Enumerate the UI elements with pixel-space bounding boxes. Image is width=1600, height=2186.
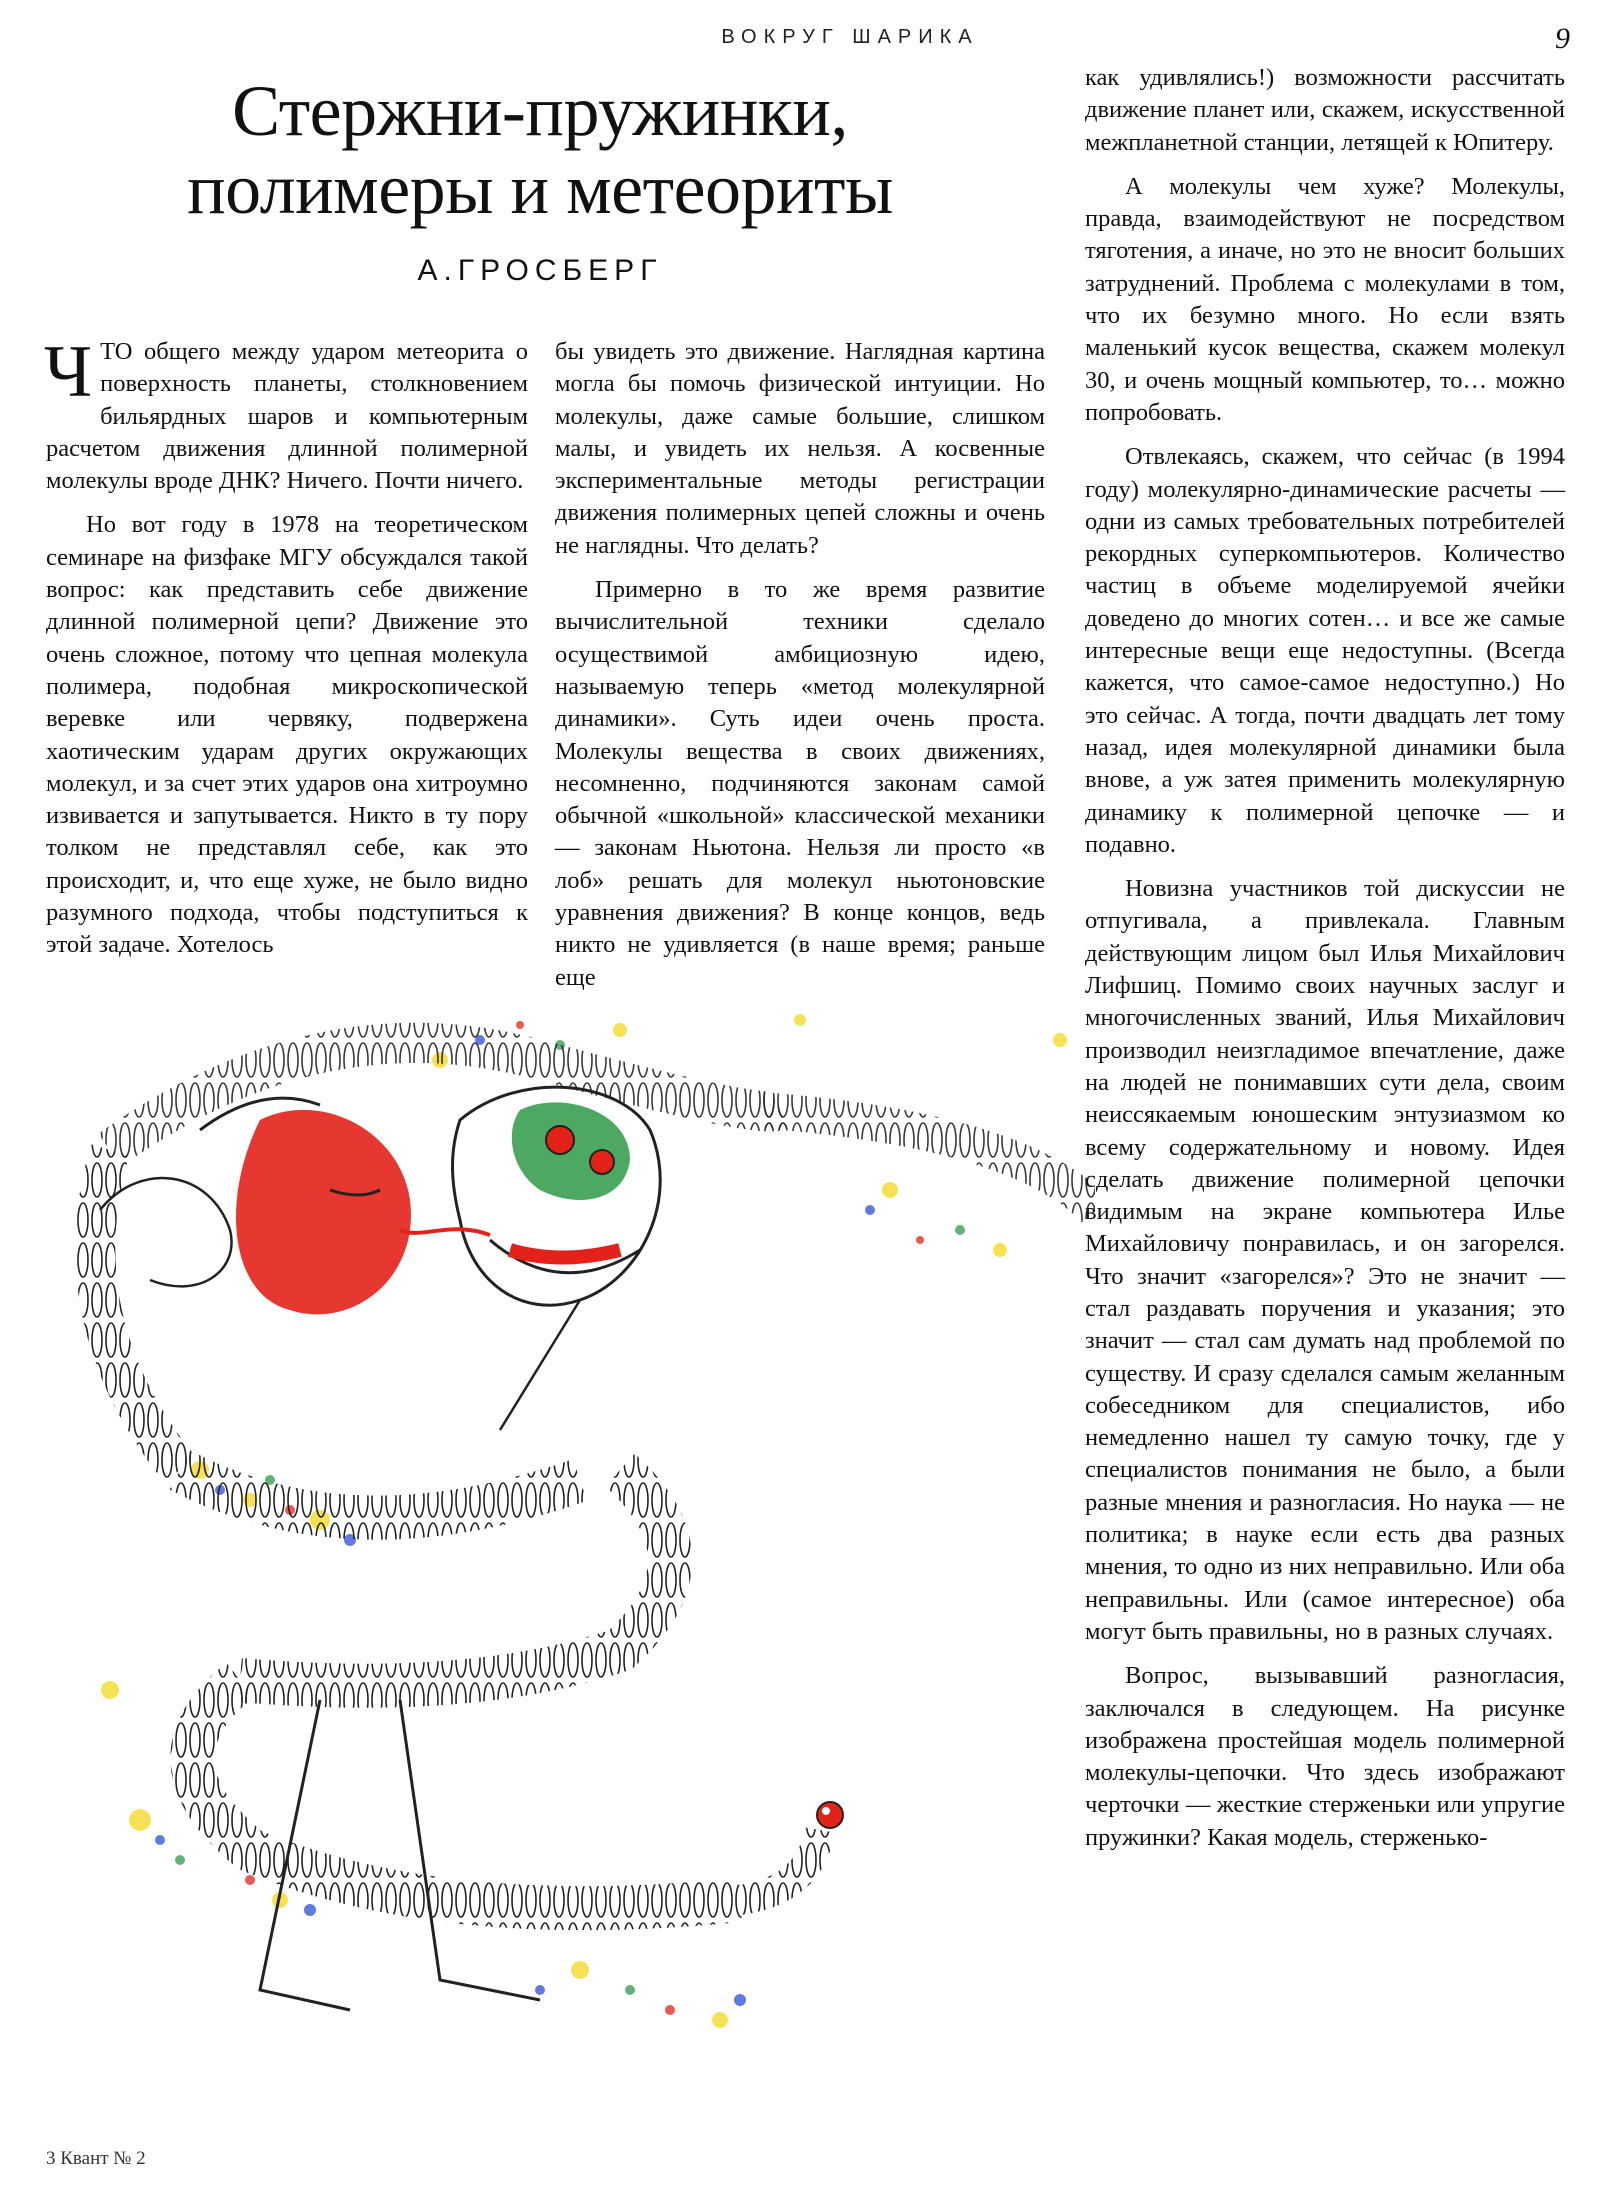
paragraph — [44, 331, 528, 497]
running-head: ВОКРУГ ШАРИКА — [721, 26, 979, 48]
column-2 — [555, 336, 1045, 994]
page-number: 9 — [1555, 22, 1570, 55]
paragraph: А молекулы чем хуже? Молекулы, правда, взаимодействуют не посредством тяготения, а иначе, но это не вносит больших затруднений. Проблема с молекулами в том, что их безумно много. Но если взять маленький кусок вещества, скажем молекул 30, и очень мощный компьютер, то… можно попробовать. — [1085, 172, 1565, 426]
column-1 — [44, 331, 528, 962]
article-title — [40, 72, 1040, 228]
paragraph: Примерно в то же время развитие вычислительной техники сделало осуществимой амбициозную идею, называемую теперь «метод молекулярной динамики». Суть идеи очень проста. Молекулы вещества в своих движениях, несомненно, подчиняются законам самой обычной «школьной» классической механики — законам Ньютона. Нельзя ли просто «в лоб» решать для молекул ньютоновские уравнения движения? В конце концов, ведь никто не удивляется (в наше время; раньше еще — [555, 576, 1045, 991]
title-line-1: Стержни-пружинки, — [232, 71, 848, 151]
paragraph-text: ТО общего между ударом метеорита о поверхность планеты, столкновением бильярдных шаров и компьютерным расчетом движения длинной полимерной молекулы вроде ДНК? Ничего. Почти ничего. — [46, 338, 528, 495]
drop-cap: Ч — [44, 331, 93, 413]
title-line-2: полимеры и метеориты — [187, 149, 893, 229]
article-author: А.ГРОСБЕРГ — [417, 254, 663, 287]
paragraph: Но вот году в 1978 на теоретическом семинаре на физфаке МГУ обсуждался такой вопрос: как представить себе движение длинной полимерной цепи? Движение это очень сложное, потому что цепная молекула полимера, подобная микроскопической веревке или червяку, подвержена хаотическим ударам других окружающих молекул, и за счет этих ударов она хитроумно извивается и запутывается. Никто в ту пору толком не представлял себе, как это происходит, и, что еще хуже, не было видно разумного подхода, чтобы подступиться к этой задаче. Хотелось — [46, 511, 528, 959]
column-3 — [1085, 62, 1565, 1854]
paragraph: Новизна участников той дискуссии не отпугивала, а привлекала. Главным действующим лицом был Илья Михайлович Лифшиц. Помимо своих научных заслуг и многочисленных званий, Илья Михайлович производил неизгладимое впечатление, даже на людей не понимавших сути дела, своим неиссякаемым юношеским энтузиазмом ко всему содержательному и новому. Идея сделать движение полимерной цепочки видимым на экране компьютера Илье Михайловичу понравилась, и он загорелся. Что значит «загорелся»? Это не значит — стал раздавать поручения и указания; это значит — стал сам думать над проблемой по существу. И сразу сделался самым желанным собеседником для специалистов, ибо немедленно нашел ту самую точку, где у специалистов понимания не было, а были разные мнения и разногласия. Но наука — не политика; в науке если есть два разных мнения, то одно из них неправильно. Или оба неправильны. Или (самое интересное) оба могут быть правильны, но в разных случаях. — [1085, 875, 1565, 1645]
serpent-head — [400, 1087, 660, 1430]
tail-ball — [817, 1802, 843, 1828]
paragraph: как удивлялись!) возможности рассчитать движение планет или, скажем, искусственной межпланетной станции, летящей к Юпитеру. — [1085, 64, 1565, 156]
paragraph: Отвлекаясь, скажем, что сейчас (в 1994 году) молекулярно-динамические расчеты — одни из самых требовательных потребителей рекордных суперкомпьютеров. Количество частиц в объеме моделируемой ячейки доведено до многих сотен… и все же самые интересные вещи еще недоступны. (Всегда кажется, что самое-самое недоступно.) Но это сейчас. А тогда, почти двадцать лет тому назад, идея молекулярной динамики была внове, а уж затея применить молекулярную динамику к полимерной цепочке — и подавно. — [1085, 443, 1565, 858]
paragraph: бы увидеть это движение. Наглядная картина могла бы помочь физической интуиции. Но молекулы, даже самые большие, слишком малы, и увидеть их нельзя. А косвенные экспериментальные методы регистрации движения полимерных цепей сложны и очень не наглядны. Что делать? — [555, 338, 1045, 559]
polymer-serpent-illustration — [20, 1000, 1095, 2140]
footer-issue: 3 Квант № 2 — [46, 2148, 146, 2169]
paragraph: Вопрос, вызывавший разногласия, заключался в следующем. На рисунке изображена простейшая модель полимерной молекулы-цепочки. Что здесь изображают черточки — жесткие стерженьки или упругие пружинки? Какая модель, стерженько- — [1085, 1662, 1565, 1851]
